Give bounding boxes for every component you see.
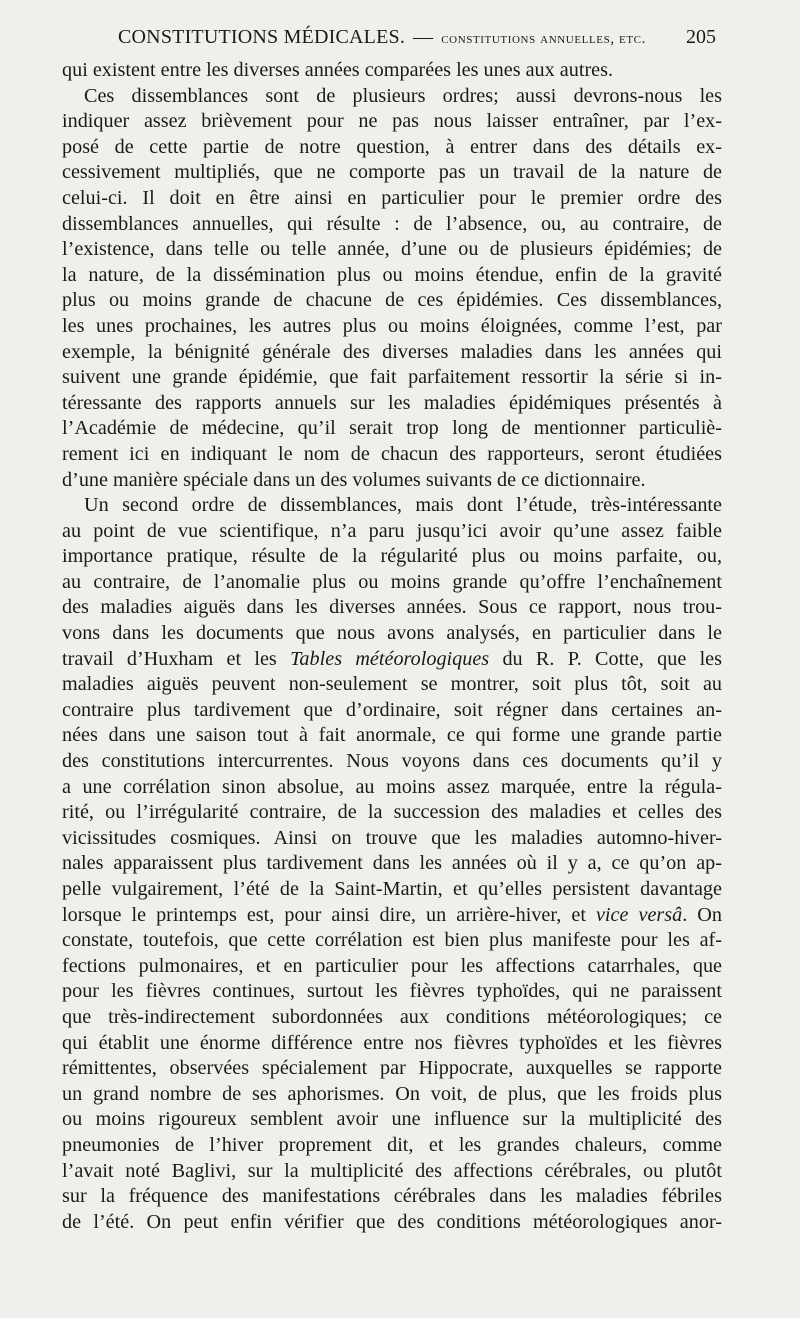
header-title: CONSTITUTIONS MÉDICALES. <box>118 26 406 48</box>
text-line: téressante des rapports annuels sur les maladies épidémiques présentés à <box>62 391 722 414</box>
header-dash: — <box>413 26 434 48</box>
text-line: de l’été. On peut enfin vérifier que des conditions météorologiques anor- <box>62 1210 722 1233</box>
text-line: d’une manière spéciale dans un des volumes suivants de ce dictionnaire. <box>62 468 646 491</box>
text-line: rité, ou l’irrégularité contraire, de la succession des maladies et celles des <box>62 801 722 824</box>
text-line: nées dans une saison tout à fait anormale, ce qui forme une grande partie <box>62 724 722 747</box>
text-line: rement ici en indiquant le nom de chacun des rapporteurs, seront étudiées <box>62 442 722 465</box>
text-line: pour les fièvres continues, surtout les fièvres typhoïdes, qui ne paraissent <box>62 980 722 1003</box>
text-line: fections pulmonaires, et en particulier pour les affections catarrhales, que <box>62 954 722 977</box>
text-line: importance pratique, résulte de la régularité plus ou moins parfaite, ou, <box>62 545 722 568</box>
italic-text: vice versâ <box>595 903 683 926</box>
text-line: lorsque le printemps est, pour ainsi dire, un arrière-hiver, et vice versâ. On <box>62 903 722 926</box>
text-line: travail d’Huxham et les Tables météorologiques du R. P. Cotte, que les <box>62 647 722 670</box>
text-line: vons dans les documents que nous avons analysés, en particulier dans le <box>62 622 722 645</box>
text-line: maladies aiguës peuvent non-seulement se montrer, soit plus tôt, soit au <box>62 673 722 696</box>
text-line: les unes prochaines, les autres plus ou moins éloignées, comme l’est, par <box>62 314 722 337</box>
text-line: au contraire, de l’anomalie plus ou moins grande qu’offre l’enchaînement <box>62 570 722 593</box>
text-line: plus ou moins grande de chacune de ces épidémies. Ces dissemblances, <box>62 289 722 312</box>
text-line: sur la fréquence des manifestations cérébrales dans les maladies fébriles <box>62 1185 722 1208</box>
header-title-group <box>118 22 646 54</box>
text-line: vicissitudes cosmiques. Ainsi on trouve que les maladies automno-hiver- <box>62 826 722 849</box>
text-line: des maladies aiguës dans les diverses années. Sous ce rapport, nous trou- <box>62 596 722 619</box>
text-line: l’Académie de médecine, qu’il serait trop long de mentionner particuliè- <box>62 417 722 440</box>
text-line: pelle vulgairement, l’été de la Saint-Martin, et qu’elles persistent davantage <box>62 878 722 900</box>
text-line: ou moins rigoureux semblent avoir une influence sur la multiplicité des <box>62 1108 722 1131</box>
text-line: pneumonies de l’hiver proprement dit, et les grandes chaleurs, comme <box>62 1133 722 1156</box>
running-header <box>62 22 722 52</box>
text-line: celui-ci. Il doit en être ainsi en particulier pour le premier ordre des <box>62 186 722 209</box>
text-line: constate, toutefois, que cette corrélation est bien plus manifeste pour les af- <box>62 929 722 952</box>
text-line: Ces dissemblances sont de plusieurs ordres; aussi devrons-nous les <box>84 84 722 107</box>
text-line: dissemblances annuelles, qui résulte : de l’absence, ou, au contraire, de <box>62 212 722 235</box>
text-line: des constitutions intercurrentes. Nous voyons dans ces documents qu’il y <box>62 750 722 773</box>
text-line: a une corrélation sinon absolue, au moins assez marquée, entre la régula- <box>62 775 722 798</box>
text-line: rémittentes, observées spécialement par Hippocrate, auxquelles se rapporte <box>62 1057 722 1080</box>
text-line: nales apparaissent plus tardivement dans les années où il y a, ce qu’on ap- <box>62 852 722 875</box>
italic-text: Tables météorologiques <box>290 647 490 670</box>
header-subtitle: constitutions annuelles, etc. <box>441 31 646 47</box>
text-line: Un second ordre de dissemblances, mais dont l’étude, très-intéressante <box>84 494 722 517</box>
text-line: indiquer assez brièvement pour ne pas nous laisser entraîner, par l’ex- <box>62 110 722 133</box>
text-line: qui établit une énorme différence entre nos fièvres typhoïdes et les fièvres <box>62 1031 722 1054</box>
text-line: contraire plus tardivement que d’ordinaire, soit régner dans certaines an- <box>62 698 722 721</box>
text-line: au point de vue scientifique, n’a paru jusqu’ici avoir qu’une assez faible <box>62 519 722 542</box>
text-line: suivent une grande épidémie, que fait parfaitement ressortir la série si in- <box>62 366 722 389</box>
body-text <box>62 58 722 1235</box>
text-line: que très-indirectement subordonnées aux conditions météorologiques; ce <box>62 1005 722 1028</box>
text-line: posé de cette partie de notre question, à entrer dans des détails ex- <box>62 135 722 158</box>
text-line: l’existence, dans telle ou telle année, d’une ou de plusieurs épidémies; de <box>62 238 722 261</box>
text-line: la nature, de la dissémination plus ou moins étendue, enfin de la gravité <box>62 263 722 286</box>
text-line: un grand nombre de ses aphorismes. On voit, de plus, que les froids plus <box>62 1082 722 1105</box>
text-line: qui existent entre les diverses années comparées les unes aux autres. <box>62 59 614 81</box>
text-line: l’avait noté Baglivi, sur la multiplicité des affections cérébrales, ou plutôt <box>62 1159 722 1182</box>
page-number: 205 <box>686 26 716 48</box>
text-line: cessivement multipliés, que ne comporte pas un travail de la nature de <box>62 161 722 184</box>
text-line: exemple, la bénignité générale des diverses maladies dans les années qui <box>62 340 722 363</box>
